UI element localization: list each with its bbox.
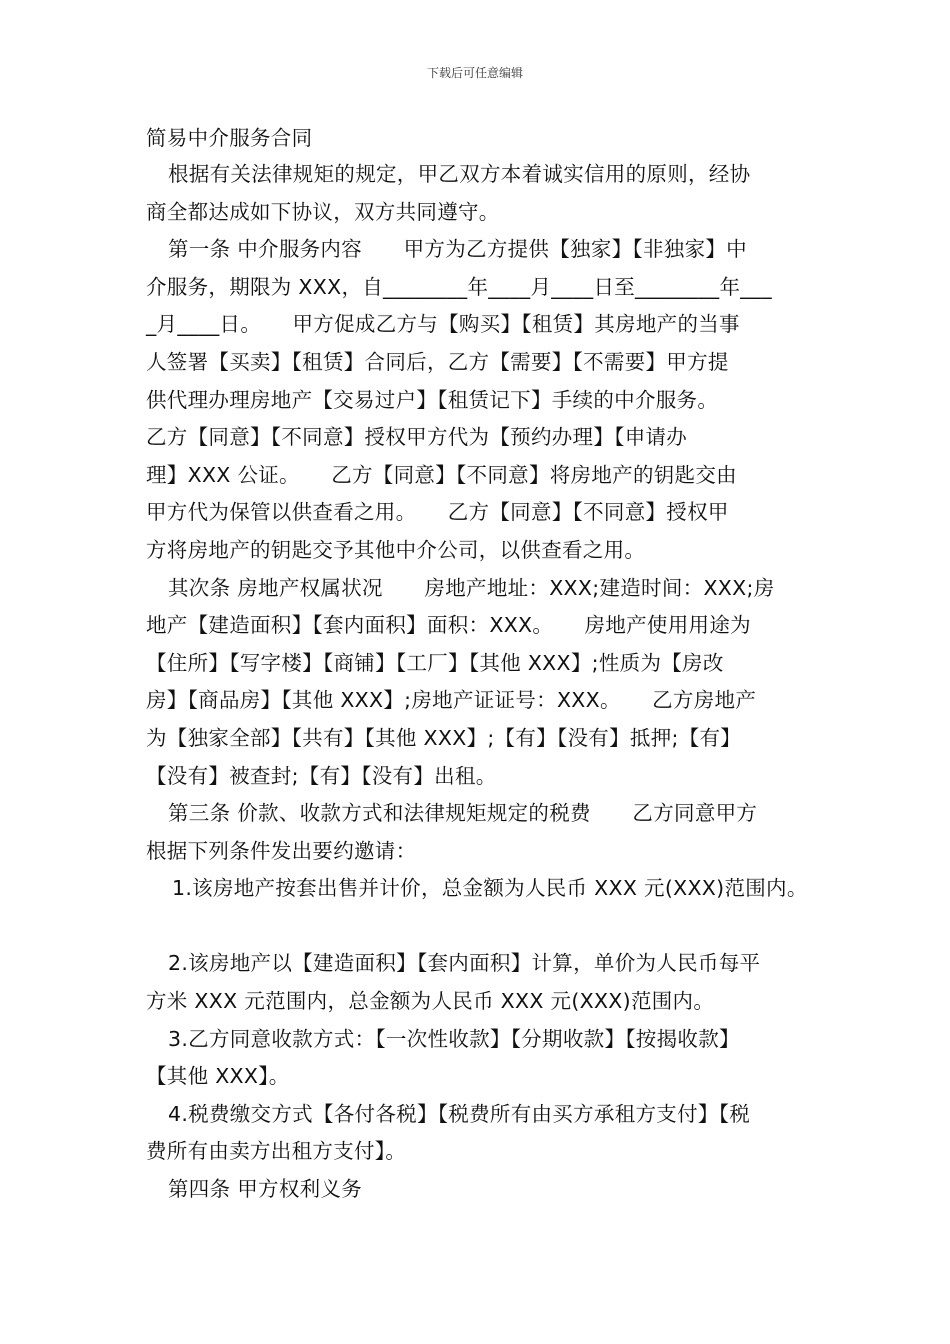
paragraph-line: _月____日。 甲方促成乙方与【购买】【租赁】其房地产的当事 (146, 312, 740, 337)
section-heading-line: 第一条 中介服务内容 甲方为乙方提供【独家】【非独家】中 (168, 237, 747, 262)
paragraph-line: 商全都达成如下协议，双方共同遵守。 (146, 199, 500, 224)
section-heading-line: 其次条 房地产权属状况 房地产地址：XXX;建造时间：XXX;房 (168, 575, 775, 600)
paragraph-line: 【住所】【写字楼】【商铺】【工厂】【其他 XXX】;性质为【房改 (146, 650, 724, 675)
paragraph-line: 甲方代为保管以供查看之用。 乙方【同意】【不同意】授权甲 (146, 500, 729, 525)
section-heading-line: 第四条 甲方权利义务 (168, 1177, 363, 1202)
paragraph-line: 方将房地产的钥匙交予其他中介公司，以供查看之用。 (146, 537, 646, 562)
paragraph-line: 【没有】被查封;【有】【没有】出租。 (146, 763, 497, 788)
page-header-note: 下载后可任意编辑 (426, 66, 523, 80)
paragraph-line: 乙方【同意】【不同意】授权甲方代为【预约办理】【申请办 (146, 425, 688, 450)
paragraph-line: 【其他 XXX】。 (146, 1064, 290, 1089)
paragraph-line: 费所有由卖方出租方支付】。 (146, 1139, 407, 1164)
list-item-line: 3.乙方同意收款方式：【一次性收款】【分期收款】【按揭收款】 (168, 1026, 740, 1051)
paragraph-line: 方米 XXX 元范围内，总金额为人民币 XXX 元(XXX)范围内。 (146, 989, 715, 1014)
paragraph-line: 根据有关法律规矩的规定，甲乙双方本着诚实信用的原则，经协 (168, 162, 751, 186)
list-item-line: 1.该房地产按套出售并计价，总金额为人民币 XXX 元(XXX)范围内。 (172, 876, 808, 901)
paragraph-line: 理】XXX 公证。 乙方【同意】【不同意】将房地产的钥匙交由 (146, 462, 737, 487)
paragraph-line: 为【独家全部】【共有】【其他 XXX】;【有】【没有】抵押;【有】 (146, 725, 742, 750)
paragraph-line: 供代理办理房地产【交易过户】【租赁记下】手续的中介服务。 (146, 387, 719, 412)
paragraph-line: 根据下列条件发出要约邀请： (146, 838, 417, 863)
paragraph-line: 人签署【买卖】【租赁】合同后，乙方【需要】【不需要】甲方提 (146, 349, 729, 374)
list-item-line: 2.该房地产以【建造面积】【套内面积】计算，单价为人民币每平 (168, 951, 761, 976)
paragraph-line: 介服务，期限为 XXX，自________年____月____日至________年___ (146, 274, 772, 299)
list-item-line: 4.税费缴交方式【各付各税】【税费所有由买方承租方支付】【税 (168, 1101, 751, 1126)
document-title: 简易中介服务合同 (146, 126, 313, 150)
blank-line (146, 908, 810, 946)
document-body (146, 120, 810, 1209)
paragraph-line: 房】【商品房】【其他 XXX】;房地产证证号：XXX。 乙方房地产 (146, 688, 757, 713)
paragraph-line: 地产【建造面积】【套内面积】面积：XXX。 房地产使用用途为 (146, 613, 751, 638)
section-heading-line: 第三条 价款、收款方式和法律规矩规定的税费 乙方同意甲方 (168, 801, 758, 826)
